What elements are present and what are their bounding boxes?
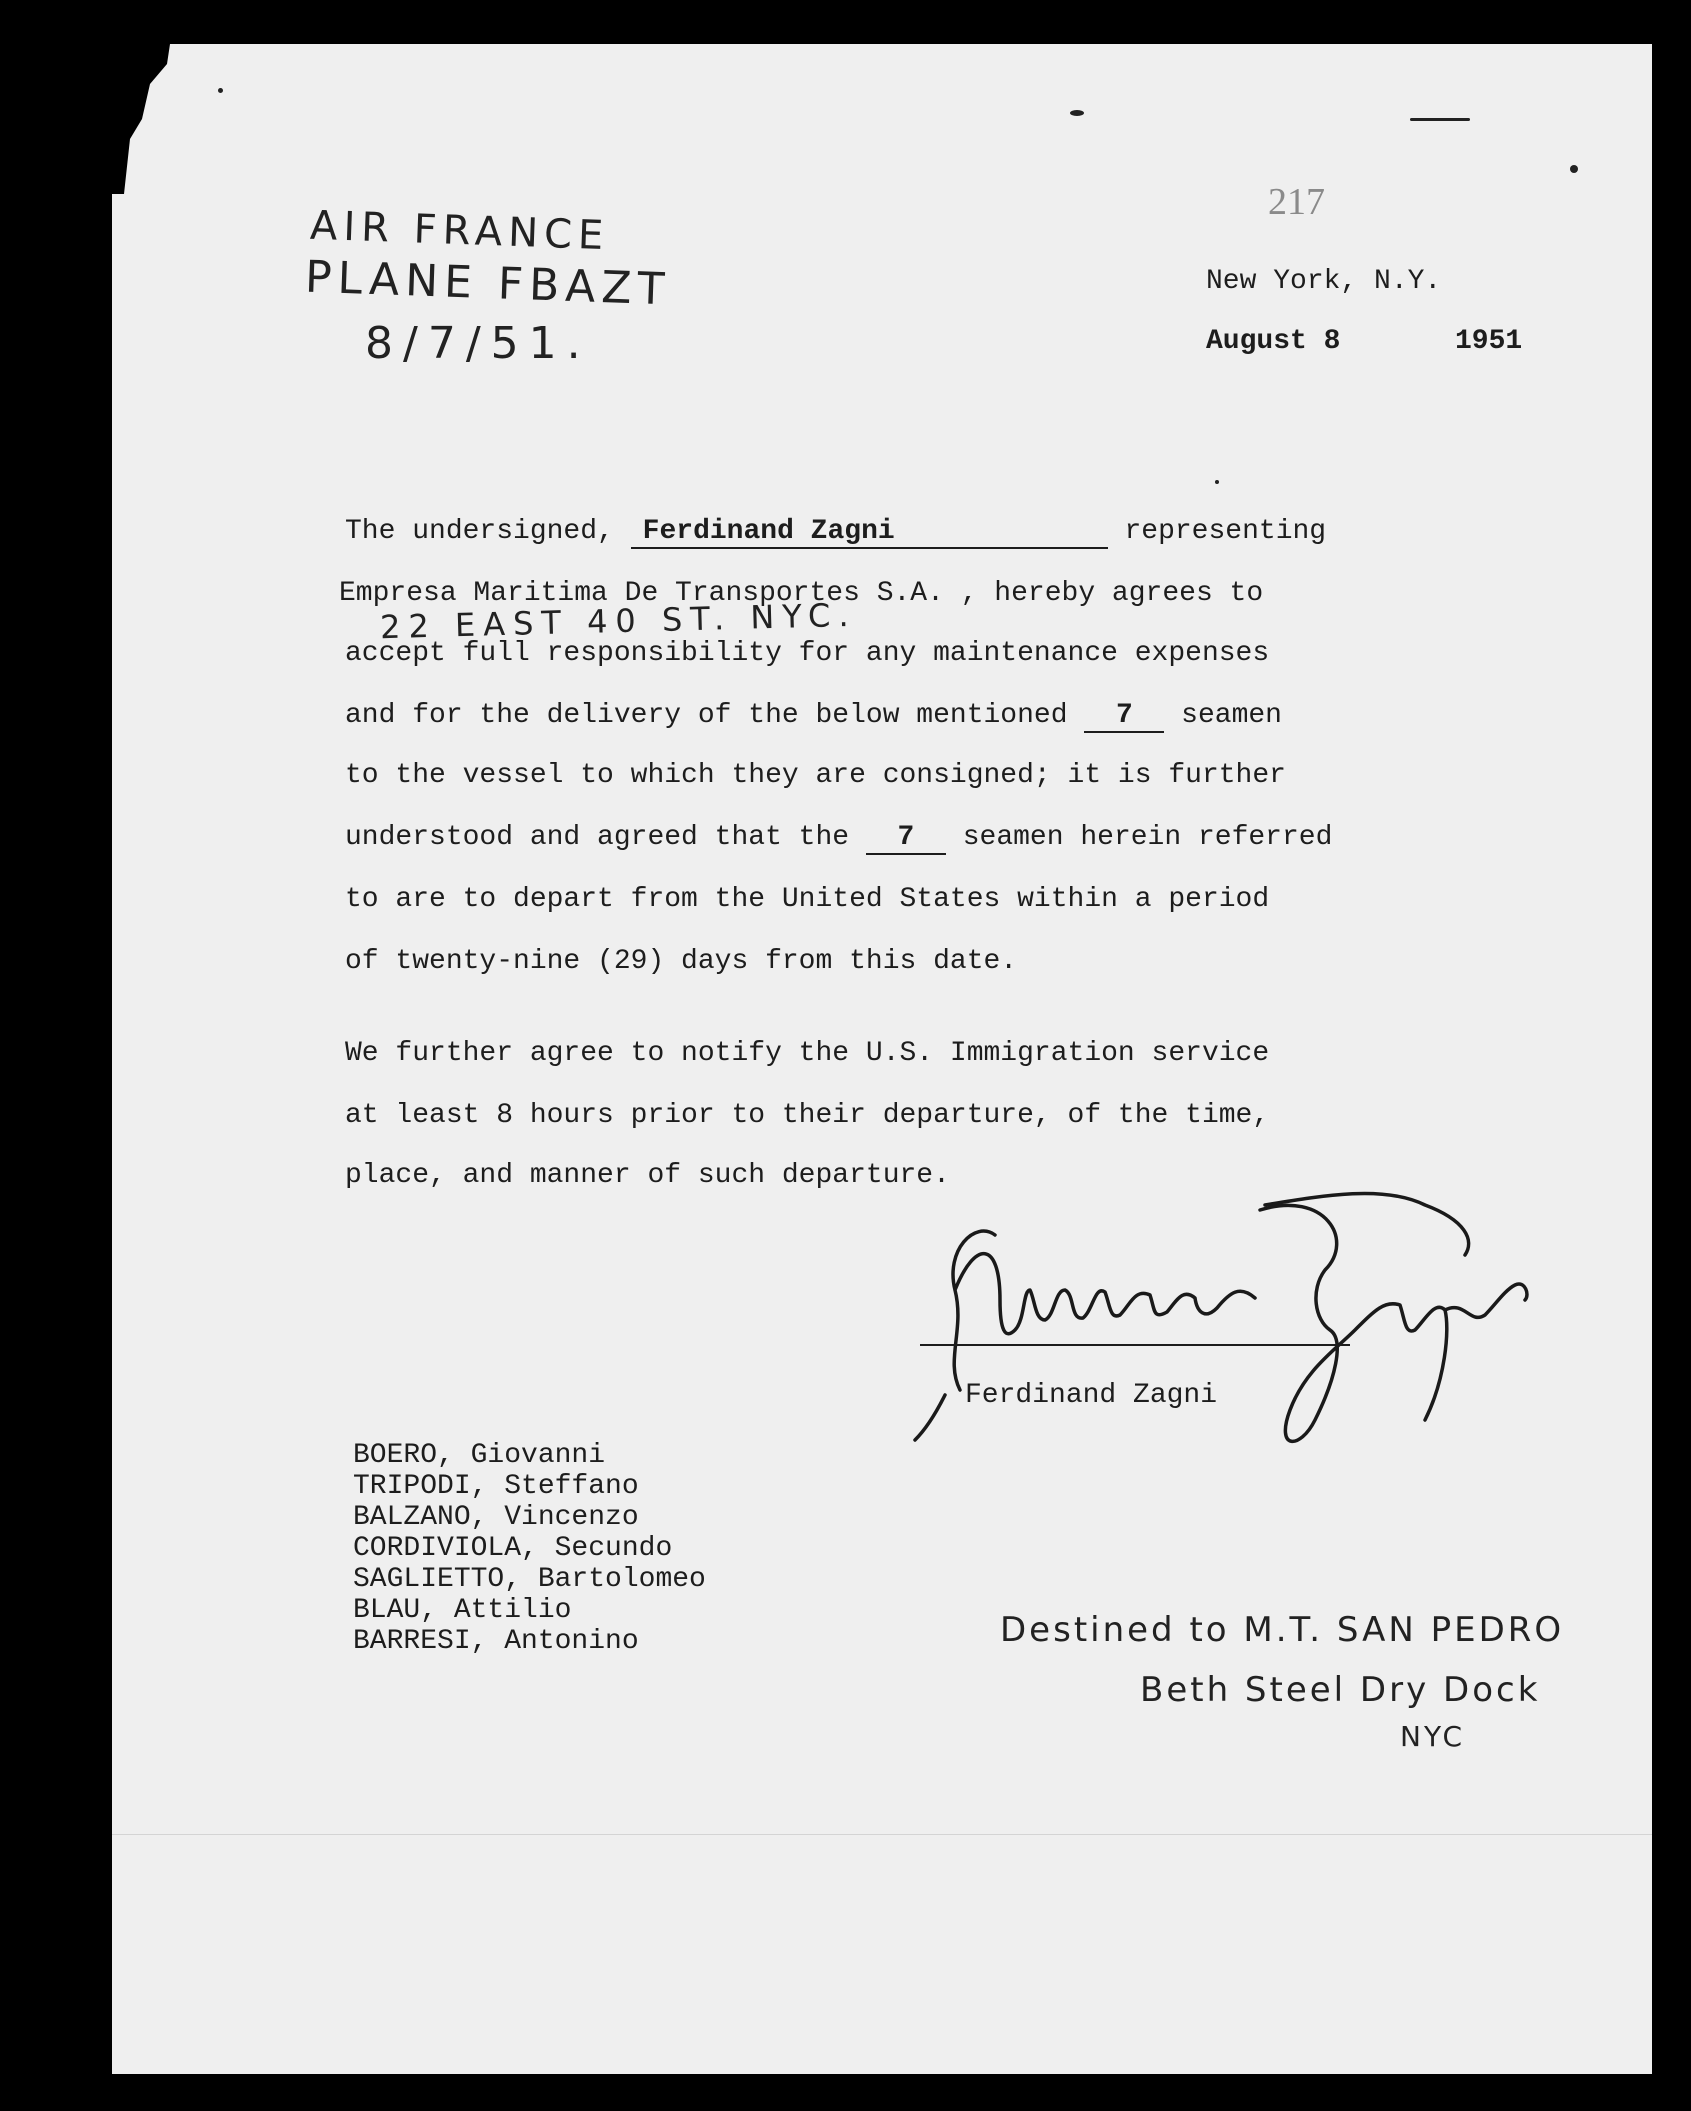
- list-item: BARRESI, Antonino: [353, 1626, 639, 1657]
- destination-line-3: NYC: [1400, 1720, 1466, 1753]
- seamen-count-blank: 7: [866, 822, 946, 855]
- body-line-2: Empresa Maritima De Transportes S.A. , hereby agrees to: [339, 578, 1264, 609]
- handwritten-destination-note: [1000, 1610, 1565, 1753]
- torn-corner: [112, 44, 172, 194]
- page-fold-line: [112, 1834, 1652, 1835]
- handwritten-date: 8/7/51.: [365, 318, 591, 369]
- body-line-10: at least 8 hours prior to their departure, of the time,: [345, 1100, 1270, 1131]
- ink-speck: [1070, 110, 1084, 116]
- typed-signer-name: Ferdinand Zagni: [965, 1380, 1218, 1411]
- body-text: The undersigned,: [345, 516, 614, 547]
- body-text: representing: [1124, 516, 1327, 547]
- body-text: seamen herein referred: [962, 822, 1333, 853]
- body-line-5: to the vessel to which they are consigned; it is further: [345, 760, 1286, 791]
- signer-name-blank: Ferdinand Zagni: [631, 516, 1108, 549]
- ink-speck: [1410, 118, 1470, 121]
- body-line-4: [345, 700, 1282, 733]
- list-item: BOERO, Giovanni: [353, 1440, 606, 1471]
- body-line-11: place, and manner of such departure.: [345, 1160, 950, 1191]
- destination-line-2: Beth Steel Dry Dock: [1140, 1670, 1541, 1710]
- ink-speck: [1215, 480, 1219, 484]
- destination-line-1: Destined to M.T. SAN PEDRO: [1000, 1610, 1565, 1650]
- seamen-count-blank: 7: [1084, 700, 1164, 733]
- letter-date: August 8: [1206, 326, 1341, 357]
- list-item: BALZANO, Vincenzo: [353, 1502, 639, 1533]
- seamen-list: [353, 1440, 706, 1657]
- body-line-1: [345, 516, 1326, 549]
- body-line-3: accept full responsibility for any maintenance expenses: [345, 638, 1270, 669]
- handwritten-signature: [905, 1180, 1605, 1460]
- handwritten-address: 22 EAST 40 ST. NYC.: [379, 595, 857, 647]
- body-line-7: to are to depart from the United States within a period: [345, 884, 1270, 915]
- list-item: BLAU, Attilio: [353, 1595, 572, 1626]
- body-text: seamen: [1181, 700, 1282, 731]
- signature-line: [920, 1344, 1350, 1346]
- body-line-6: [345, 822, 1332, 855]
- body-line-8: of twenty-nine (29) days from this date.: [345, 946, 1018, 977]
- body-text: understood and agreed that the: [345, 822, 850, 853]
- list-item: CORDIVIOLA, Secundo: [353, 1533, 673, 1564]
- handwritten-airline: AIR FRANCE: [309, 202, 611, 260]
- handwritten-plane: PLANE FBAZT: [304, 251, 672, 316]
- body-text: and for the delivery of the below mentioned: [345, 700, 1068, 731]
- stamp-number: 217: [1268, 181, 1325, 223]
- ink-speck: [218, 88, 223, 93]
- location: New York, N.Y.: [1206, 266, 1442, 297]
- ink-speck: [1570, 165, 1578, 173]
- body-line-9: We further agree to notify the U.S. Immigration service: [345, 1038, 1270, 1069]
- list-item: SAGLIETTO, Bartolomeo: [353, 1564, 706, 1595]
- list-item: TRIPODI, Steffano: [353, 1471, 639, 1502]
- letter-year: 1951: [1455, 326, 1523, 357]
